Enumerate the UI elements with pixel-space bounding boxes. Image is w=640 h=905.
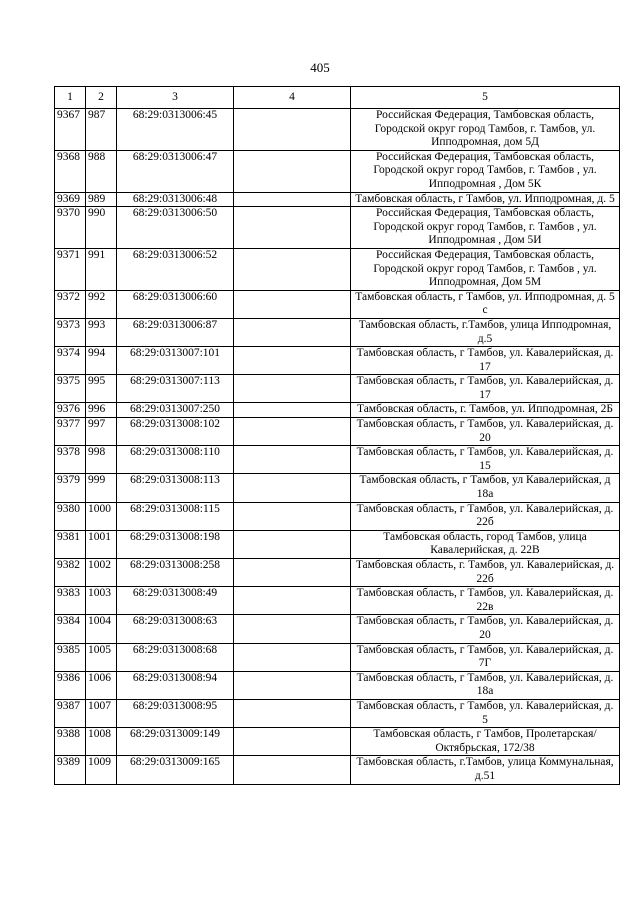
row-number-cell: 9387 xyxy=(55,699,86,727)
cadastral-number-cell: 68:29:0313008:63 xyxy=(117,615,234,643)
table-row xyxy=(55,403,620,418)
column-4-cell xyxy=(234,671,351,699)
address-cell: Тамбовская область, г Тамбов, ул. Кавалерийская, д. 20 xyxy=(351,615,620,643)
row-number-cell: 9376 xyxy=(55,403,86,418)
column-4-cell xyxy=(234,502,351,530)
row-index-cell: 1006 xyxy=(86,671,117,699)
cadastral-number-cell: 68:29:0313007:250 xyxy=(117,403,234,418)
column-4-cell xyxy=(234,474,351,502)
row-number-cell: 9384 xyxy=(55,615,86,643)
header-col-5: 5 xyxy=(351,87,620,109)
address-cell: Тамбовская область, г. Тамбов, ул. Кавалерийская, д. 22б xyxy=(351,559,620,587)
cadastral-number-cell: 68:29:0313008:258 xyxy=(117,559,234,587)
row-number-cell: 9380 xyxy=(55,502,86,530)
table-body xyxy=(55,109,620,785)
cadastral-number-cell: 68:29:0313008:49 xyxy=(117,587,234,615)
row-number-cell: 9369 xyxy=(55,192,86,207)
column-4-cell xyxy=(234,403,351,418)
row-index-cell: 997 xyxy=(86,418,117,446)
address-cell: Тамбовская область, г.Тамбов, улица Ипподромная, д.5 xyxy=(351,318,620,346)
row-number-cell: 9385 xyxy=(55,643,86,671)
address-cell: Тамбовская область, г Тамбов, ул. Кавалерийская, д. 15 xyxy=(351,446,620,474)
table-row xyxy=(55,446,620,474)
cadastral-number-cell: 68:29:0313006:47 xyxy=(117,150,234,192)
row-index-cell: 993 xyxy=(86,318,117,346)
row-number-cell: 9371 xyxy=(55,248,86,290)
row-index-cell: 988 xyxy=(86,150,117,192)
row-number-cell: 9373 xyxy=(55,318,86,346)
row-index-cell: 1000 xyxy=(86,502,117,530)
row-index-cell: 1009 xyxy=(86,756,117,784)
table-row xyxy=(55,699,620,727)
cadastral-number-cell: 68:29:0313008:110 xyxy=(117,446,234,474)
column-4-cell xyxy=(234,109,351,151)
table-row xyxy=(55,109,620,151)
address-cell: Тамбовская область, г Тамбов, ул. Кавалерийская, д. 5 xyxy=(351,699,620,727)
column-4-cell xyxy=(234,290,351,318)
cadastral-number-cell: 68:29:0313008:113 xyxy=(117,474,234,502)
registry-table xyxy=(54,86,620,785)
cadastral-number-cell: 68:29:0313008:115 xyxy=(117,502,234,530)
address-cell: Тамбовская область, г Тамбов, ул. Кавалерийская, д. 20 xyxy=(351,418,620,446)
cadastral-number-cell: 68:29:0313008:94 xyxy=(117,671,234,699)
cadastral-number-cell: 68:29:0313006:52 xyxy=(117,248,234,290)
row-number-cell: 9382 xyxy=(55,559,86,587)
row-number-cell: 9377 xyxy=(55,418,86,446)
table-row xyxy=(55,418,620,446)
table-row xyxy=(55,502,620,530)
table-row xyxy=(55,587,620,615)
table-row xyxy=(55,559,620,587)
cadastral-number-cell: 68:29:0313008:95 xyxy=(117,699,234,727)
address-cell: Тамбовская область, г Тамбов, ул. Ипподромная, д. 5 xyxy=(351,192,620,207)
page-number: 405 xyxy=(310,60,330,75)
column-4-cell xyxy=(234,559,351,587)
row-index-cell: 999 xyxy=(86,474,117,502)
header-col-3: 3 xyxy=(117,87,234,109)
row-number-cell: 9370 xyxy=(55,207,86,249)
cadastral-number-cell: 68:29:0313006:48 xyxy=(117,192,234,207)
column-4-cell xyxy=(234,318,351,346)
table-row xyxy=(55,474,620,502)
row-index-cell: 1003 xyxy=(86,587,117,615)
row-number-cell: 9368 xyxy=(55,150,86,192)
row-index-cell: 990 xyxy=(86,207,117,249)
row-index-cell: 1002 xyxy=(86,559,117,587)
row-index-cell: 1005 xyxy=(86,643,117,671)
row-number-cell: 9372 xyxy=(55,290,86,318)
row-number-cell: 9367 xyxy=(55,109,86,151)
row-index-cell: 1008 xyxy=(86,728,117,756)
table-row xyxy=(55,318,620,346)
address-cell: Тамбовская область, г Тамбов, ул. Кавалерийская, д. 7Г xyxy=(351,643,620,671)
table-row xyxy=(55,150,620,192)
table-row xyxy=(55,375,620,403)
address-cell: Тамбовская область, г Тамбов, ул. Кавалерийская, д. 17 xyxy=(351,375,620,403)
column-4-cell xyxy=(234,699,351,727)
address-cell: Тамбовская область, г Тамбов, ул. Ипподромная, д. 5 с xyxy=(351,290,620,318)
row-number-cell: 9388 xyxy=(55,728,86,756)
cadastral-number-cell: 68:29:0313007:113 xyxy=(117,375,234,403)
table-row xyxy=(55,290,620,318)
address-cell: Тамбовская область, г. Тамбов, ул. Ипподромная, 2Б xyxy=(351,403,620,418)
cadastral-number-cell: 68:29:0313008:102 xyxy=(117,418,234,446)
row-index-cell: 1007 xyxy=(86,699,117,727)
column-4-cell xyxy=(234,248,351,290)
table-row xyxy=(55,207,620,249)
table-row xyxy=(55,347,620,375)
column-4-cell xyxy=(234,756,351,784)
row-number-cell: 9386 xyxy=(55,671,86,699)
address-cell: Тамбовская область, город Тамбов, улица Кавалерийская, д. 22В xyxy=(351,530,620,558)
row-index-cell: 991 xyxy=(86,248,117,290)
table-row xyxy=(55,530,620,558)
table-row xyxy=(55,248,620,290)
row-number-cell: 9374 xyxy=(55,347,86,375)
address-cell: Тамбовская область, г Тамбов, ул. Кавалерийская, д. 18а xyxy=(351,671,620,699)
address-cell: Тамбовская область, г Тамбов, Пролетарская/Октябрьская, 172/38 xyxy=(351,728,620,756)
table-row xyxy=(55,728,620,756)
cadastral-number-cell: 68:29:0313006:87 xyxy=(117,318,234,346)
table-row xyxy=(55,671,620,699)
column-4-cell xyxy=(234,207,351,249)
table-row xyxy=(55,615,620,643)
row-index-cell: 1004 xyxy=(86,615,117,643)
header-col-4: 4 xyxy=(234,87,351,109)
row-number-cell: 9378 xyxy=(55,446,86,474)
column-4-cell xyxy=(234,587,351,615)
column-4-cell xyxy=(234,418,351,446)
row-number-cell: 9389 xyxy=(55,756,86,784)
column-4-cell xyxy=(234,615,351,643)
column-4-cell xyxy=(234,446,351,474)
column-4-cell xyxy=(234,530,351,558)
row-number-cell: 9381 xyxy=(55,530,86,558)
row-number-cell: 9375 xyxy=(55,375,86,403)
row-index-cell: 995 xyxy=(86,375,117,403)
column-4-cell xyxy=(234,375,351,403)
cadastral-number-cell: 68:29:0313007:101 xyxy=(117,347,234,375)
header-col-1: 1 xyxy=(55,87,86,109)
row-index-cell: 996 xyxy=(86,403,117,418)
table-row xyxy=(55,192,620,207)
row-index-cell: 994 xyxy=(86,347,117,375)
row-index-cell: 989 xyxy=(86,192,117,207)
row-index-cell: 992 xyxy=(86,290,117,318)
column-4-cell xyxy=(234,150,351,192)
column-4-cell xyxy=(234,728,351,756)
column-4-cell xyxy=(234,192,351,207)
row-index-cell: 1001 xyxy=(86,530,117,558)
table-row xyxy=(55,643,620,671)
row-number-cell: 9383 xyxy=(55,587,86,615)
row-index-cell: 998 xyxy=(86,446,117,474)
address-cell: Тамбовская область, г.Тамбов, улица Коммунальная, д.51 xyxy=(351,756,620,784)
address-cell: Тамбовская область, г Тамбов, ул. Кавалерийская, д. 22в xyxy=(351,587,620,615)
address-cell: Тамбовская область, г Тамбов, ул. Кавалерийская, д. 17 xyxy=(351,347,620,375)
table-row xyxy=(55,756,620,784)
address-cell: Тамбовская область, г Тамбов, ул. Кавалерийская, д. 22б xyxy=(351,502,620,530)
column-4-cell xyxy=(234,347,351,375)
cadastral-number-cell: 68:29:0313009:149 xyxy=(117,728,234,756)
cadastral-number-cell: 68:29:0313006:60 xyxy=(117,290,234,318)
cadastral-number-cell: 68:29:0313006:45 xyxy=(117,109,234,151)
address-cell: Российская Федерация, Тамбовская область, Городской округ город Тамбов, г. Тамбов , ул. Ипподромная , Дом 5К xyxy=(351,150,620,192)
row-index-cell: 987 xyxy=(86,109,117,151)
address-cell: Российская Федерация, Тамбовская область, Городской округ город Тамбов, г. Тамбов, ул. Ипподромная, дом 5Д xyxy=(351,109,620,151)
cadastral-number-cell: 68:29:0313006:50 xyxy=(117,207,234,249)
table-header xyxy=(55,87,620,109)
cadastral-number-cell: 68:29:0313009:165 xyxy=(117,756,234,784)
address-cell: Российская Федерация, Тамбовская область, Городской округ город Тамбов, г. Тамбов , ул. Ипподромная, Дом 5М xyxy=(351,248,620,290)
row-number-cell: 9379 xyxy=(55,474,86,502)
cadastral-number-cell: 68:29:0313008:68 xyxy=(117,643,234,671)
address-cell: Тамбовская область, г Тамбов, ул Кавалерийская, д 18а xyxy=(351,474,620,502)
header-col-2: 2 xyxy=(86,87,117,109)
address-cell: Российская Федерация, Тамбовская область, Городской округ город Тамбов, г. Тамбов , ул. Ипподромная , Дом 5И xyxy=(351,207,620,249)
column-4-cell xyxy=(234,643,351,671)
header-row xyxy=(55,87,620,109)
cadastral-number-cell: 68:29:0313008:198 xyxy=(117,530,234,558)
